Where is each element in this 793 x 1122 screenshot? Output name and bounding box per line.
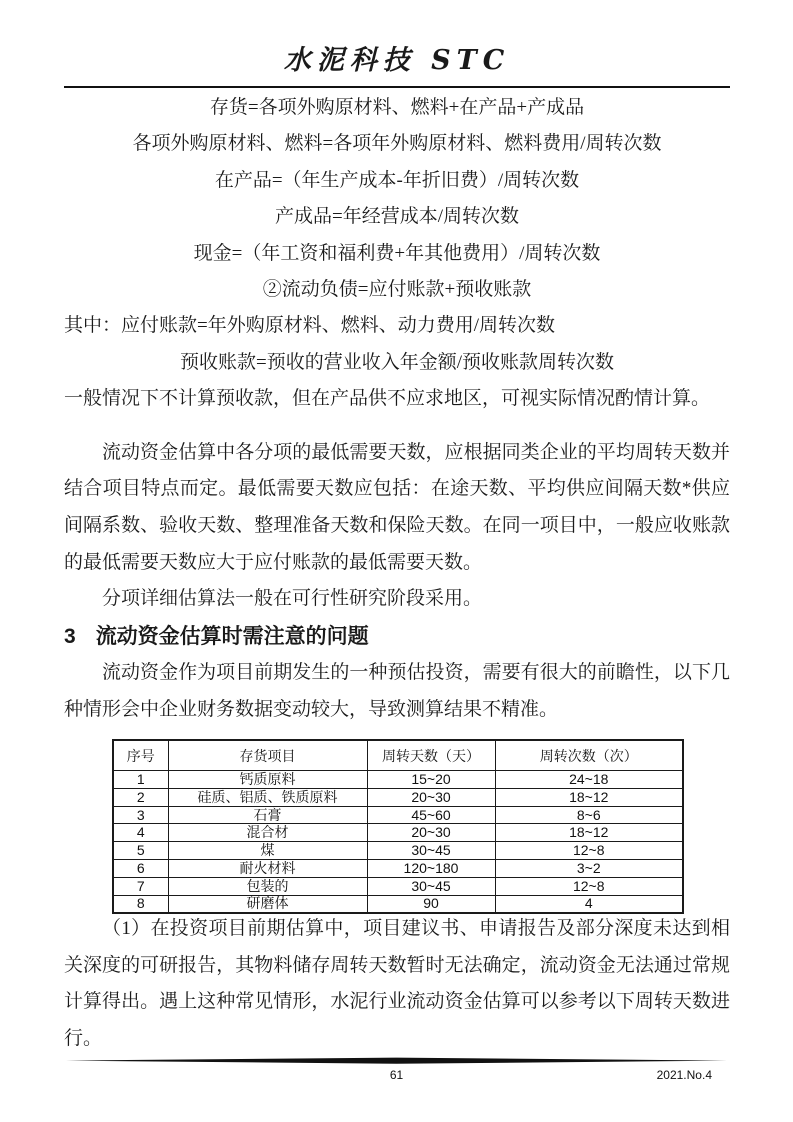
formula-line: 一般情况下不计算预收款，但在产品供不应求地区，可视实际情况酌情计算。 — [64, 388, 711, 410]
formula-line: 预收账款=预收的营业收入年金额/预收账款周转次数 — [180, 351, 614, 373]
footer-rule-shape — [66, 1057, 727, 1065]
table-header-cell: 序号 — [113, 740, 168, 770]
table-cell: 20~30 — [367, 788, 495, 806]
table-cell: 8~6 — [495, 806, 683, 824]
table-cell: 耐火材料 — [168, 859, 367, 877]
table-cell: 混合材 — [168, 824, 367, 842]
table-cell: 45~60 — [367, 806, 495, 824]
table-cell: 12~8 — [495, 877, 683, 895]
page-title: 水泥科技 STC — [283, 45, 511, 76]
table-row — [113, 788, 683, 806]
page-number: 61 — [389, 1068, 404, 1082]
table-row — [113, 770, 683, 788]
table-header-row — [113, 740, 683, 770]
paragraph: 流动资金作为项目前期发生的一种预估投资，需要有很大的前瞻性，以下几种情形会中企业财务数据变动较大，导致测算结果不精准。 — [64, 662, 730, 720]
footer-rule — [66, 1057, 727, 1065]
issue-number: 2021.No.4 — [656, 1068, 712, 1082]
table-row — [113, 859, 683, 877]
table-cell: 8 — [113, 895, 168, 913]
table-cell: 15~20 — [367, 770, 495, 788]
paragraph: 流动资金估算中各分项的最低需要天数，应根据同类企业的平均周转天数并结合项目特点而定。最低需要天数应包括：在途天数、平均供应间隔天数*供应间隔系数、验收天数、整理准备天数和保险天数。在同一项目中，一般应收账款的最低需要天数应大于应付账款的最低需要天数。 — [64, 441, 730, 573]
paragraph: 分项详细估算法一般在可行性研究阶段采用。 — [102, 588, 483, 610]
formula-line: 各项外购原材料、燃料=各项年外购原材料、燃料费用/周转次数 — [132, 133, 662, 155]
table-cell: 钙质原料 — [168, 770, 367, 788]
table-cell: 4 — [113, 824, 168, 842]
table-cell: 30~45 — [367, 842, 495, 860]
section-title: 流动资金估算时需注意的问题 — [95, 625, 369, 649]
table-cell: 7 — [113, 877, 168, 895]
formula-block — [64, 88, 730, 418]
table-cell: 6 — [113, 859, 168, 877]
table-cell: 4 — [495, 895, 683, 913]
page-footer — [64, 1068, 729, 1086]
table-cell: 24~18 — [495, 770, 683, 788]
paragraph: （1）在投资项目前期估算中，项目建议书、申请报告及部分深度未达到相关深度的可研报告，其物料储存周转天数暂时无法确定，流动资金无法通过常规计算得出。遇上这种常见情形，水泥行业流动资金估算可以参考以下周转天数进行。 — [64, 917, 730, 1049]
formula-line: 产成品=年经营成本/周转次数 — [275, 206, 519, 228]
formula-line: ②流动负债=应付账款+预收账款 — [262, 278, 532, 300]
table-cell: 20~30 — [367, 824, 495, 842]
table-cell: 18~12 — [495, 824, 683, 842]
table-cell: 5 — [113, 842, 168, 860]
table-cell: 研磨体 — [168, 895, 367, 913]
table-row — [113, 842, 683, 860]
table-row — [113, 877, 683, 895]
inventory-table — [112, 739, 684, 913]
table-wrapper — [112, 739, 730, 913]
table-cell: 3 — [113, 806, 168, 824]
formula-line: 存货=各项外购原材料、燃料+在产品+产成品 — [209, 97, 585, 118]
formula-line: 现金=（年工资和福利费+年其他费用）/周转次数 — [193, 242, 601, 264]
table-cell: 120~180 — [367, 859, 495, 877]
table-cell: 12~8 — [495, 842, 683, 860]
table-cell: 2 — [113, 788, 168, 806]
table-row — [113, 806, 683, 824]
table-header-cell: 周转天数（天） — [367, 740, 495, 770]
table-cell: 硅质、铝质、铁质原料 — [168, 788, 367, 806]
formula-line: 在产品=（年生产成本-年折旧费）/周转次数 — [214, 169, 580, 191]
table-cell: 18~12 — [495, 788, 683, 806]
section-heading — [64, 618, 730, 655]
table-cell: 90 — [367, 895, 495, 913]
table-cell: 1 — [113, 770, 168, 788]
table-cell: 30~45 — [367, 877, 495, 895]
table-header-cell: 存货项目 — [168, 740, 367, 770]
table-row — [113, 824, 683, 842]
table-cell: 煤 — [168, 842, 367, 860]
formula-line: 其中：应付账款=年外购原材料、燃料、动力费用/周转次数 — [64, 315, 555, 337]
table-cell: 3~2 — [495, 859, 683, 877]
table-cell: 包装的 — [168, 877, 367, 895]
table-cell: 石膏 — [168, 806, 367, 824]
table-header-cell: 周转次数（次） — [495, 740, 683, 770]
section-number: 3 — [64, 625, 76, 649]
